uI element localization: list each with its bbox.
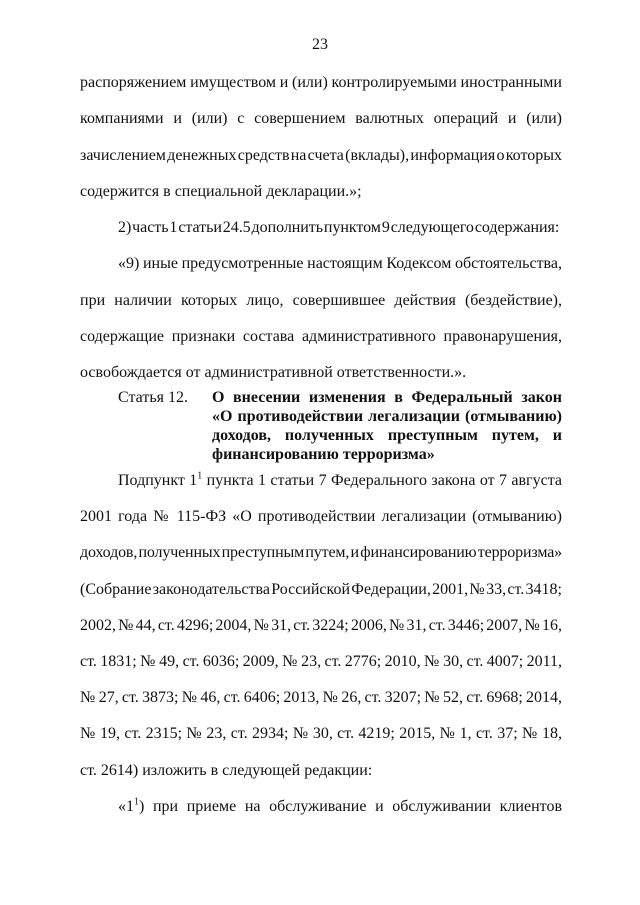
- text-line: распоряжением имуществом и (или) контролируемыми иностранными: [80, 74, 562, 91]
- text-segment: Подпункт 1: [118, 472, 198, 489]
- text-line: ст. 1831; № 49, ст. 6036; 2009, № 23, ст. 2776; 2010, № 30, ст. 4007; 2011,: [80, 653, 562, 670]
- article-title: [212, 388, 562, 464]
- article-title-line: финансированию терроризма»: [212, 446, 435, 463]
- text-line: «9) иные предусмотренные настоящим Кодексом обстоятельства,: [118, 255, 562, 272]
- text-segment: пункта 1 статьи 7 Федерального закона от 7 августа: [202, 472, 562, 489]
- text-line: доходов, полученных преступным путем, и финансированию терроризма»: [80, 544, 562, 561]
- text-line: освобождается от административной ответственности.».: [80, 364, 467, 381]
- article-title-line: доходов, полученных преступным путем, и: [212, 427, 562, 444]
- text-line: компаниями и (или) с совершением валютных операций и (или): [80, 110, 562, 127]
- text-segment: ) при приеме на обслуживание и обслуживании клиентов: [139, 798, 562, 815]
- text-line: содержится в специальной декларации.»;: [80, 183, 362, 200]
- text-line: [118, 472, 562, 490]
- page-number: 23: [312, 36, 328, 53]
- text-line: зачислением денежных средств на счета (вклады), информация о которых: [80, 147, 562, 164]
- text-line: содержащие признаки состава административного правонарушения,: [80, 328, 562, 345]
- article-label: Статья 12.: [118, 389, 188, 406]
- text-line: 2002, № 44, ст. 4296; 2004, № 31, ст. 3224; 2006, № 31, ст. 3446; 2007, № 16,: [80, 617, 562, 634]
- article-title-line: О внесении изменения в Федеральный закон: [212, 389, 562, 406]
- text-line: № 19, ст. 2315; № 23, ст. 2934; № 30, ст. 4219; 2015, № 1, ст. 37; № 18,: [80, 725, 562, 742]
- text-line: ст. 2614) изложить в следующей редакции:: [80, 762, 373, 779]
- text-line: № 27, ст. 3873; № 46, ст. 6406; 2013, № 26, ст. 3207; № 52, ст. 6968; 2014,: [80, 689, 562, 706]
- text-line: 2001 года № 115-ФЗ «О противодействии легализации (отмыванию): [80, 508, 562, 525]
- article-title-line: «О противодействии легализации (отмыванию): [212, 408, 562, 425]
- superscript: 1: [134, 796, 139, 808]
- text-line: (Собрание законодательства Российской Федерации, 2001, № 33, ст. 3418;: [80, 581, 562, 598]
- text-segment: «1: [118, 798, 134, 815]
- text-line: [118, 798, 562, 816]
- text-line: 2) часть 1 статьи 24.5 дополнить пунктом 9 следующего содержания:: [118, 219, 560, 236]
- superscript: 1: [197, 470, 203, 482]
- text-line: при наличии которых лицо, совершившее действия (бездействие),: [80, 292, 562, 309]
